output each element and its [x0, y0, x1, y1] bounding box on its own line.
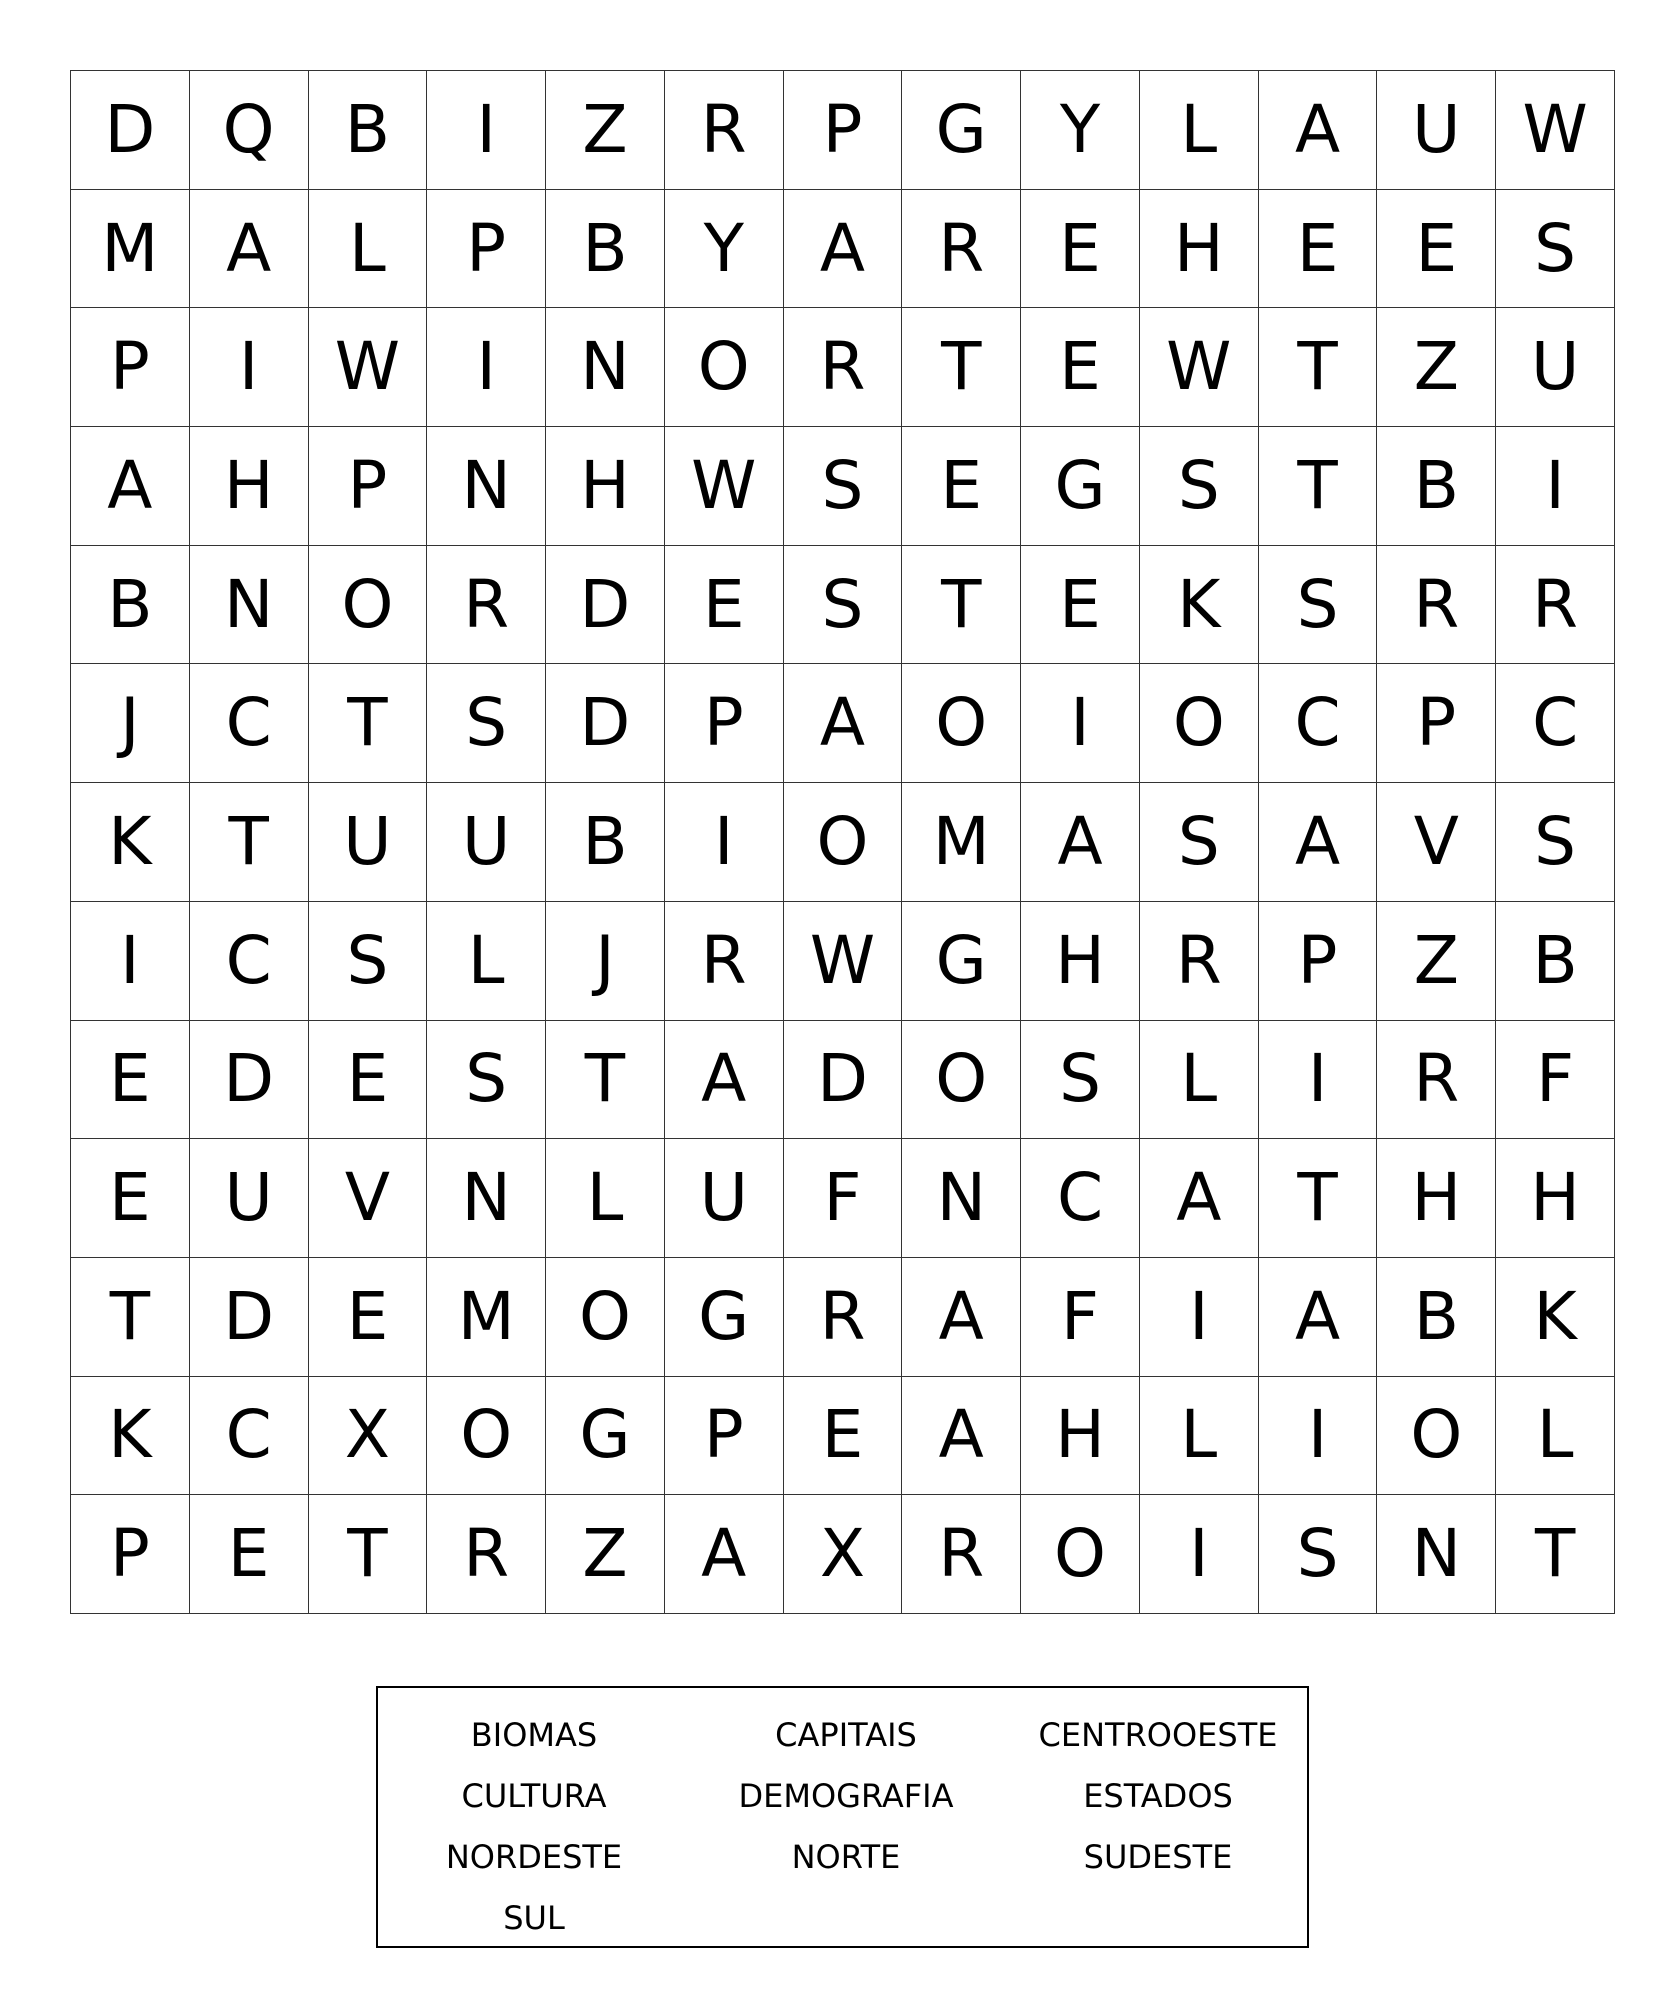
grid-cell[interactable]: L [1496, 1377, 1615, 1496]
grid-cell[interactable]: K [1496, 1258, 1615, 1377]
grid-cell[interactable]: D [784, 1021, 903, 1140]
grid-cell[interactable]: U [309, 783, 428, 902]
grid-cell[interactable]: O [784, 783, 903, 902]
grid-cell[interactable]: B [1377, 427, 1496, 546]
grid-cell[interactable]: P [784, 71, 903, 190]
grid-cell[interactable]: W [1496, 71, 1615, 190]
grid-cell[interactable]: A [665, 1495, 784, 1614]
grid-cell[interactable]: P [665, 1377, 784, 1496]
word-list-item: DEMOGRAFIA [738, 1776, 954, 1815]
grid-cell[interactable]: W [309, 308, 428, 427]
grid-cell[interactable]: R [1377, 546, 1496, 665]
grid-cell[interactable]: W [665, 427, 784, 546]
grid-cell[interactable]: I [1140, 1495, 1259, 1614]
grid-cell[interactable]: T [1259, 427, 1378, 546]
grid-cell[interactable]: B [1377, 1258, 1496, 1377]
grid-cell[interactable]: L [427, 902, 546, 1021]
grid-cell[interactable]: R [902, 1495, 1021, 1614]
grid-cell[interactable]: R [1377, 1021, 1496, 1140]
grid-cell[interactable]: P [427, 190, 546, 309]
word-list [378, 1704, 1307, 1948]
grid-cell[interactable]: I [427, 308, 546, 427]
grid-cell[interactable]: R [1496, 546, 1615, 665]
grid-cell[interactable]: G [902, 902, 1021, 1021]
grid-cell[interactable]: C [1021, 1139, 1140, 1258]
grid-cell[interactable]: I [427, 71, 546, 190]
word-list-item: BIOMAS [470, 1715, 598, 1754]
word-list-item: SUDESTE [1083, 1837, 1233, 1876]
grid-cell[interactable]: E [784, 1377, 903, 1496]
grid-cell[interactable]: K [71, 1377, 190, 1496]
grid-cell[interactable]: W [784, 902, 903, 1021]
grid-cell[interactable]: A [665, 1021, 784, 1140]
word-list-item: CAPITAIS [775, 1715, 917, 1754]
grid-cell[interactable]: U [190, 1139, 309, 1258]
grid-cell[interactable]: T [309, 1495, 428, 1614]
grid-cell[interactable]: E [309, 1258, 428, 1377]
grid-cell[interactable]: D [546, 664, 665, 783]
grid-cell[interactable]: B [546, 190, 665, 309]
grid-cell[interactable]: S [1259, 1495, 1378, 1614]
grid-cell[interactable]: O [1021, 1495, 1140, 1614]
grid-cell[interactable]: H [1496, 1139, 1615, 1258]
grid-cell[interactable]: D [546, 546, 665, 665]
grid-cell[interactable]: S [1140, 783, 1259, 902]
grid-cell[interactable]: L [1140, 1021, 1259, 1140]
grid-cell[interactable]: A [902, 1377, 1021, 1496]
grid-cell[interactable]: A [1021, 783, 1140, 902]
word-list-box [376, 1686, 1309, 1948]
word-list-item: SUL [503, 1898, 565, 1937]
grid-cell[interactable]: O [1140, 664, 1259, 783]
grid-cell[interactable]: A [71, 427, 190, 546]
grid-cell[interactable]: A [1259, 71, 1378, 190]
grid-cell[interactable]: T [1259, 308, 1378, 427]
grid-cell[interactable]: R [784, 308, 903, 427]
grid-cell[interactable]: B [71, 546, 190, 665]
grid-cell[interactable]: D [71, 71, 190, 190]
grid-cell[interactable]: E [1377, 190, 1496, 309]
grid-cell[interactable]: S [1021, 1021, 1140, 1140]
grid-cell[interactable]: X [309, 1377, 428, 1496]
grid-cell[interactable]: Q [190, 71, 309, 190]
word-list-item: NORDESTE [445, 1837, 623, 1876]
grid-cell[interactable]: H [190, 427, 309, 546]
grid-cell[interactable]: J [546, 902, 665, 1021]
grid-cell[interactable]: F [1021, 1258, 1140, 1377]
grid-cell[interactable]: R [902, 190, 1021, 309]
grid-cell[interactable]: N [1377, 1495, 1496, 1614]
grid-cell[interactable]: E [1259, 190, 1378, 309]
letter-grid [70, 70, 1615, 1614]
grid-cell[interactable]: Z [546, 1495, 665, 1614]
grid-cell[interactable]: E [309, 1021, 428, 1140]
grid-cell[interactable]: E [1021, 190, 1140, 309]
grid-cell[interactable]: N [190, 546, 309, 665]
grid-cell[interactable]: U [665, 1139, 784, 1258]
grid-cell[interactable]: A [1259, 783, 1378, 902]
grid-cell[interactable]: P [71, 1495, 190, 1614]
grid-cell[interactable]: S [1259, 546, 1378, 665]
grid-cell[interactable]: L [546, 1139, 665, 1258]
grid-cell[interactable]: D [190, 1258, 309, 1377]
grid-cell[interactable]: C [190, 902, 309, 1021]
grid-cell[interactable]: I [190, 308, 309, 427]
grid-cell[interactable]: G [546, 1377, 665, 1496]
grid-cell[interactable]: S [784, 546, 903, 665]
grid-cell[interactable]: M [902, 783, 1021, 902]
grid-cell[interactable]: I [71, 902, 190, 1021]
grid-cell[interactable]: N [427, 427, 546, 546]
grid-cell[interactable]: T [309, 664, 428, 783]
grid-cell[interactable]: O [546, 1258, 665, 1377]
grid-cell[interactable]: L [309, 190, 428, 309]
word-list-item: NORTE [791, 1837, 901, 1876]
grid-cell[interactable]: H [1021, 1377, 1140, 1496]
grid-cell[interactable]: I [1021, 664, 1140, 783]
grid-cell[interactable]: Y [1021, 71, 1140, 190]
grid-cell[interactable]: I [1259, 1021, 1378, 1140]
grid-cell[interactable]: P [309, 427, 428, 546]
grid-cell[interactable]: M [71, 190, 190, 309]
grid-cell[interactable]: T [546, 1021, 665, 1140]
grid-cell[interactable]: G [902, 71, 1021, 190]
word-list-item: ESTADOS [1083, 1776, 1233, 1815]
grid-cell[interactable]: A [784, 190, 903, 309]
grid-cell[interactable]: I [665, 783, 784, 902]
grid-cell[interactable]: R [665, 71, 784, 190]
grid-cell[interactable]: R [1140, 902, 1259, 1021]
grid-cell[interactable]: N [902, 1139, 1021, 1258]
grid-cell[interactable]: R [427, 546, 546, 665]
grid-cell[interactable]: V [1377, 783, 1496, 902]
grid-cell[interactable]: L [1140, 71, 1259, 190]
grid-cell[interactable]: W [1140, 308, 1259, 427]
grid-cell[interactable]: T [1259, 1139, 1378, 1258]
grid-cell[interactable]: H [1140, 190, 1259, 309]
grid-cell[interactable]: I [1259, 1377, 1378, 1496]
grid-cell[interactable]: E [1021, 546, 1140, 665]
grid-cell[interactable]: Z [1377, 902, 1496, 1021]
grid-cell[interactable]: E [71, 1021, 190, 1140]
grid-cell[interactable]: O [665, 308, 784, 427]
grid-cell[interactable]: C [1259, 664, 1378, 783]
grid-cell[interactable]: V [309, 1139, 428, 1258]
grid-cell[interactable]: E [71, 1139, 190, 1258]
grid-cell[interactable]: B [1496, 902, 1615, 1021]
grid-cell[interactable]: S [427, 664, 546, 783]
grid-cell[interactable]: G [1021, 427, 1140, 546]
grid-cell[interactable]: E [190, 1495, 309, 1614]
word-list-item: CULTURA [461, 1776, 607, 1815]
grid-cell[interactable]: I [1140, 1258, 1259, 1377]
grid-cell[interactable]: U [1377, 71, 1496, 190]
grid-cell[interactable]: X [784, 1495, 903, 1614]
grid-cell[interactable]: R [784, 1258, 903, 1377]
grid-cell[interactable]: T [902, 308, 1021, 427]
grid-cell[interactable]: T [71, 1258, 190, 1377]
grid-cell[interactable]: J [71, 664, 190, 783]
grid-cell[interactable]: B [546, 783, 665, 902]
grid-cell[interactable]: U [427, 783, 546, 902]
grid-cell[interactable]: H [1021, 902, 1140, 1021]
grid-cell[interactable]: A [190, 190, 309, 309]
grid-cell[interactable]: Y [665, 190, 784, 309]
grid-cell[interactable]: L [1140, 1377, 1259, 1496]
grid-cell[interactable]: A [784, 664, 903, 783]
grid-cell[interactable]: O [427, 1377, 546, 1496]
grid-cell[interactable]: S [784, 427, 903, 546]
grid-cell[interactable]: I [1496, 427, 1615, 546]
grid-cell[interactable]: Z [546, 71, 665, 190]
grid-cell[interactable]: U [1496, 308, 1615, 427]
grid-cell[interactable]: R [427, 1495, 546, 1614]
grid-cell[interactable]: H [1377, 1139, 1496, 1258]
grid-cell[interactable]: N [546, 308, 665, 427]
grid-cell[interactable]: K [1140, 546, 1259, 665]
grid-cell[interactable]: Z [1377, 308, 1496, 427]
grid-cell[interactable]: A [1259, 1258, 1378, 1377]
grid-cell[interactable]: E [665, 546, 784, 665]
grid-cell[interactable]: E [1021, 308, 1140, 427]
grid-cell[interactable]: S [309, 902, 428, 1021]
grid-cell[interactable]: P [1377, 664, 1496, 783]
grid-cell[interactable]: M [427, 1258, 546, 1377]
grid-cell[interactable]: E [902, 427, 1021, 546]
grid-cell[interactable]: C [190, 664, 309, 783]
grid-cell[interactable]: C [1496, 664, 1615, 783]
grid-cell[interactable]: T [1496, 1495, 1615, 1614]
grid-cell[interactable]: O [902, 664, 1021, 783]
grid-cell[interactable]: P [1259, 902, 1378, 1021]
grid-cell[interactable]: T [190, 783, 309, 902]
grid-cell[interactable]: S [1496, 783, 1615, 902]
grid-cell[interactable]: O [1377, 1377, 1496, 1496]
grid-cell[interactable]: P [71, 308, 190, 427]
grid-cell[interactable]: F [1496, 1021, 1615, 1140]
grid-cell[interactable]: S [1496, 190, 1615, 309]
grid-cell[interactable]: D [190, 1021, 309, 1140]
grid-cell[interactable]: N [427, 1139, 546, 1258]
grid-cell[interactable]: S [1140, 427, 1259, 546]
grid-cell[interactable]: B [309, 71, 428, 190]
grid-cell[interactable]: R [665, 902, 784, 1021]
grid-cell[interactable]: K [71, 783, 190, 902]
grid-cell[interactable]: O [902, 1021, 1021, 1140]
grid-cell[interactable]: A [1140, 1139, 1259, 1258]
grid-cell[interactable]: P [665, 664, 784, 783]
word-list-item: CENTROOESTE [1038, 1715, 1278, 1754]
grid-cell[interactable]: A [902, 1258, 1021, 1377]
grid-cell[interactable]: G [665, 1258, 784, 1377]
grid-cell[interactable]: F [784, 1139, 903, 1258]
grid-cell[interactable]: H [546, 427, 665, 546]
grid-cell[interactable]: O [309, 546, 428, 665]
grid-cell[interactable]: S [427, 1021, 546, 1140]
grid-cell[interactable]: T [902, 546, 1021, 665]
grid-cell[interactable]: C [190, 1377, 309, 1496]
